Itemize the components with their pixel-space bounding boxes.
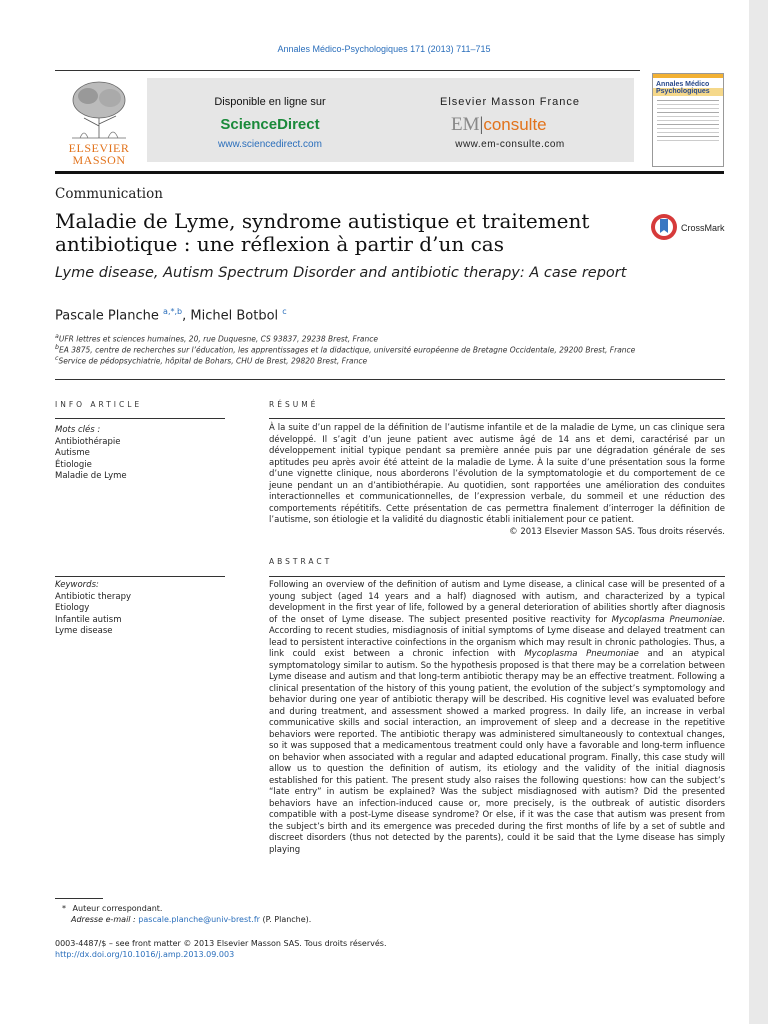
mot-cle: Antibiothérapie [55,436,121,447]
cover-title-1: Annales Médico [656,81,710,88]
doi-link[interactable]: http://dx.doi.org/10.1016/j.amp.2013.09.003 [55,950,235,959]
keywords-block [55,580,131,638]
author-separator: , [182,308,191,324]
mot-cle: Maladie de Lyme [55,471,127,481]
header-rule [55,70,640,71]
email-link[interactable]: pascale.planche@univ-brest.fr [138,915,260,924]
publisher-name: Elsevier Masson France [440,96,580,108]
right-gutter [749,0,768,1024]
keywords-rule [55,576,225,577]
abstract-paragraph: Following an overview of the definition of autism and Lyme disease, a clinical case will be presented of a young subject (aged 14 years and a half) diagnosed with autism, and characterized by a typical development in the first year of life, followed by a general deterioration of abilities shortly after diagnosis of the onset of Lyme disease. The subject presented positive reactivity for Mycoplasma Pneumoniae. According to recent studies, misdiagnosis of initial symptoms of Lyme disease and delayed treatment can lead to persistent interactive coinfections in the organism which may result in chronic pathologies. Thus, a link could exist between a chronic infection with Mycoplasma Pneumoniae and an atypical symptomatology similar to autism. So the hypothesis proposed is that there may be a correlation between Lyme disease and autism and that long-term antibiotic therapy may be an effective treatment. Following a clinical presentation of the history of this young patient, the evolution of the subject’s symptomology and behavior during one year of antibiotic therapy will be described. His cognitive level was evaluated before and during treatment, and assessment showed a marked progress. In daily life, an increase in verbal communicative skills and social interaction, an improvement of sleep and a decrease in the repetitive behaviors were reported. The antibiotic therapy was administered simultaneously to contextual changes, so it was supposed that a medicamentous treatment could only have a favorable and long-term influence on behavior when associated with a regular and adapted educational program. Finally, this case study will allow us to question the definition of autism, its etiology and the validity of the initial diagnosis established for this patient. The present study also raises the following questions: how can the subject’s “late entry” in autism be explained? Was the subject misdiagnosed with autism? Did the presented behaviors have an infection-induced cause or, more precisely, is the outbreak of autistic disorders compatible with a post-Lyme disease syndrome? Or else, if it was the case that autism was present from the subject’s birth and its emergence was preceded during the first months of life by a set of subtle and discreet disorders (thus not detected by the parents), could it be said that the Lyme disease has simply playing [269,580,725,855]
header-thick-rule [55,171,724,174]
issn-line: 0003-4487/$ – see front matter © 2013 Elsevier Masson SAS. Tous droits réservés. [55,939,387,948]
em-consulte-url[interactable]: www.em-consulte.com [455,139,565,150]
journal-cover-thumbnail[interactable] [652,73,724,167]
affiliation-a: $^a$UFR lettres et sciences humaines, 20, rue Duquesne, CS 93837, 29238 Brest, France [55,333,378,344]
cover-title-2: Psychologiques [653,88,723,96]
author-2: Michel Botbol [190,308,279,324]
affiliation-c: $^c$Service de pédopsychiatrie, hôpital de Bohars, CHU de Brest, 29820 Brest, France [55,355,368,366]
author-2-affiliation-marks[interactable]: c [282,307,287,316]
info-article-heading: INFO ARTICLE [55,400,143,409]
em-consulte-logo[interactable]: EM|consulte [451,114,547,135]
author-1: Pascale Planche [55,308,159,324]
mots-cles-label: Mots clés : [55,425,101,435]
crossmark-icon[interactable] [650,213,678,241]
resume-copyright: © 2013 Elsevier Masson SAS. Tous droits réservés. [509,526,725,537]
affiliation-b: $^b$EA 3875, centre de recherches sur l’éducation, les apprentissages et la didactique, université européenne de Bretagne Occidentale, 29200 Brest, France [55,344,636,355]
keywords-label: Keywords: [55,580,99,590]
resume-paragraph: À la suite d’un rappel de la définition de l’autisme infantile et de la maladie de Lyme, un cas clinique sera développé. Il s’agit d’un jeune patient avec autisme âgé de 14 ans et demi, caractérisé par un développement initial typique pendant sa première année puis par une dégradation générale de ses aptitudes peu après avoir été atteint de la maladie de Lyme. À la suite d’une présentation sous la forme d’une vignette clinique, nous aborderons l’évolution de la symptomatologie et du comportement de ce jeune pendant un an d’antibiothérapie. Au quotidien, sont rapportées une amélioration des conduites interactionnelles et communicationnelles, de l’expression verbale, du sommeil et une réduction des comportements répétitifs. Cette présentation de cas permettra finalement d’interroger la définition de l’autisme, son étiologie et la validité du diagnostic établi initialement pour ce patient. [269,423,725,525]
resume-heading: RÉSUMÉ [269,400,319,409]
email-label: Adresse e-mail : [71,915,139,924]
corresponding-label: Auteur correspondant. [72,904,163,913]
abstract-text [269,580,725,856]
corresponding-author-note [62,903,162,914]
info-rule [55,418,225,419]
footnote-rule [55,898,103,899]
sciencedirect-logo[interactable]: ScienceDirect [220,116,320,133]
available-online-text: Disponible en ligne sur [214,96,326,108]
affiliations-rule [55,379,725,380]
journal-reference[interactable]: Annales Médico-Psychologiques 171 (2013) 711–715 [277,44,491,54]
crossmark-label[interactable]: CrossMark [681,223,725,233]
abstract-heading: ABSTRACT [269,557,333,566]
mot-cle: Étiologie [55,459,92,470]
english-title: Lyme disease, Autism Spectrum Disorder and antibiotic therapy: A case report [55,265,627,281]
article-type: Communication [55,186,163,202]
email-suffix: (P. Planche). [259,915,312,924]
resume-rule [269,418,725,419]
keyword: Antibiotic therapy [55,591,132,602]
keyword: Lyme disease [55,626,113,636]
author-list [55,307,287,323]
article-title: Maladie de Lyme, syndrome autistique et traitement antibiotique : une réflexion à partir d’un cas [55,209,590,256]
em-text: EM [451,114,480,135]
footnote-star: * [62,904,66,913]
consulte-text: consulte [483,115,547,134]
email-note [71,914,311,925]
resume-text [269,423,725,538]
mots-cles-block [55,425,127,483]
sciencedirect-url[interactable]: www.sciencedirect.com [218,139,322,150]
keyword: Etiology [55,603,90,613]
masson-logo-text: MASSON [72,153,126,167]
elsevier-logo-text: ELSEVIER [68,141,130,155]
keyword: Infantile autism [55,614,122,625]
abstract-rule [269,576,725,577]
author-1-affiliation-marks[interactable]: a,*,b [163,307,183,316]
mot-cle: Autisme [55,448,90,458]
